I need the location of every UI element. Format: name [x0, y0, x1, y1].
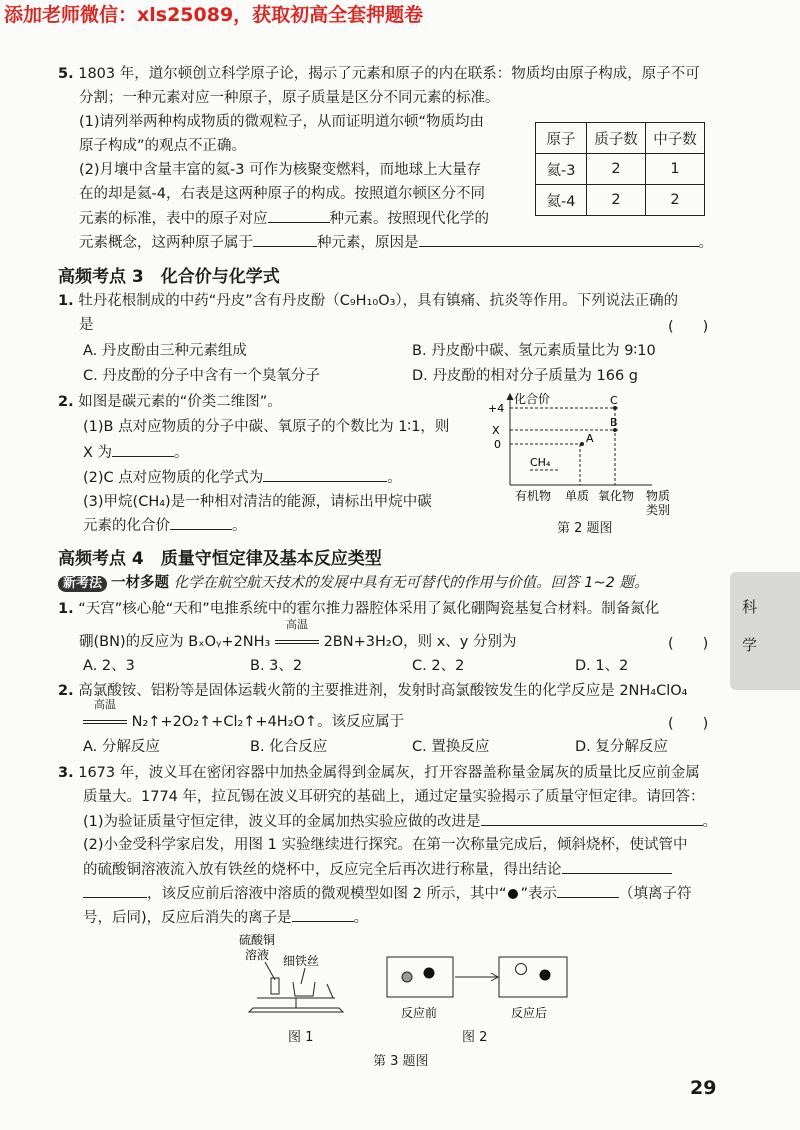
- chart-point-a: [580, 442, 584, 446]
- reaction-condition: [83, 698, 127, 732]
- q5-line-7: [79, 208, 489, 229]
- intro-bold: 一材多题: [111, 575, 170, 591]
- atom-table-header-cell: 原子: [536, 123, 587, 154]
- white-ion-icon: [516, 964, 527, 975]
- q32-figure-caption: 第 2 题图: [557, 521, 613, 536]
- atom-table: [535, 122, 705, 216]
- q5-line-4: 原子构成”的观点不正确。: [79, 138, 247, 154]
- fig1-label-3: 细铁丝: [283, 954, 320, 968]
- q31-option-c[interactable]: C. 丹皮酚的分子中含有一个臭氧分子: [83, 368, 320, 384]
- q43-number: 3.: [58, 765, 74, 781]
- q32-text-6a: 元素的化合价: [83, 518, 170, 534]
- chart-xlabel: 物质: [646, 489, 671, 503]
- before-box: [387, 957, 453, 997]
- fig2-before-label: 反应前: [401, 1006, 438, 1020]
- q43-text-3a: (1)为验证质量守恒定律，波义耳的金属加热实验应做的改进是: [83, 814, 481, 830]
- q43-text-7b: 。: [353, 910, 369, 926]
- condition-label: 高温: [285, 618, 308, 631]
- chart-xtick: 氧化物: [598, 489, 635, 503]
- side-tab-char-1: 科: [742, 598, 758, 616]
- q5-blank-3[interactable]: [419, 232, 699, 247]
- chart-ytick: X: [492, 424, 500, 437]
- q41-text-1: “天宫”核心舱“天和”电推系统中的霍尔推力器腔体采用了氮化硼陶瓷基复合材料。制备氮化: [78, 601, 660, 617]
- q5-text-8b: 种元素，原因是: [317, 235, 419, 251]
- q43-figure-caption: 第 3 题图: [373, 1054, 429, 1069]
- condition-label: 高温: [94, 698, 116, 711]
- chart-xlabel-2: 类别: [646, 503, 671, 517]
- q5-line-1: [58, 64, 700, 84]
- q31-text-1: 牡丹花根制成的中药“丹皮”含有丹皮酚（C₉H₁₀O₃），具有镇痛、抗炎等作用。下列说法正确的: [78, 293, 679, 309]
- section-4-title: 高频考点 4 质量守恒定律及基本反应类型: [58, 549, 382, 569]
- q32-line-3: [83, 442, 189, 463]
- q43-blank-5[interactable]: [292, 907, 354, 922]
- q43-line-2: 质量大。1774 年，拉瓦锡在波义耳研究的基础上，通过定量实验揭示了质量守恒定律。请回答：: [83, 789, 705, 805]
- q5-blank-2[interactable]: [253, 232, 317, 247]
- q5-line-5: (2)月壤中含量丰富的氦-3 可作为核聚变燃料，而地球上大量存: [79, 162, 482, 178]
- q43-blank-3[interactable]: [83, 883, 147, 898]
- chart-point-label: A: [586, 432, 594, 445]
- q31-option-a[interactable]: A. 丹皮酚由三种元素组成: [83, 343, 247, 359]
- q32-blank-x[interactable]: [112, 442, 174, 457]
- chart-point-label: C: [610, 394, 618, 407]
- reaction-condition: [275, 618, 319, 652]
- q42-text-1: 高氯酸铵、铝粉等是固体运载火箭的主要推进剂，发射时高氯酸铵发生的化学反应是 2NH₄ClO₄: [78, 683, 688, 699]
- q43-blank-2[interactable]: [562, 859, 672, 874]
- q5-line-6: 在的却是氦-4，右表是这两种原子的构成。按照道尔顿区分不同: [79, 186, 485, 202]
- fig1-label-1: 硫酸铜: [239, 933, 276, 947]
- q32-text-6b: 。: [232, 518, 247, 534]
- q42-option-b[interactable]: B. 化合反应: [250, 739, 328, 755]
- q42-option-a[interactable]: A. 分解反应: [83, 739, 160, 755]
- atom-table-row: [536, 154, 705, 185]
- q41-text-2a: 硼(BN)的反应为 BₓOᵧ+2NH₃: [79, 634, 271, 650]
- grey-ion-icon: [402, 972, 412, 982]
- intro-line: [58, 573, 648, 593]
- q43-line-1: [58, 763, 700, 783]
- atom-table-cell: 氦-4: [536, 185, 587, 216]
- q32-number: 2.: [58, 394, 74, 410]
- q42-option-d[interactable]: D. 复分解反应: [575, 739, 668, 755]
- after-box: [499, 957, 567, 997]
- q43-text-5: 的硫酸铜溶液流入放有铁丝的烧杯中，反应完全后再次进行称量，得出结论: [83, 862, 562, 878]
- q31-option-b[interactable]: B. 丹皮酚中碳、氢元素质量比为 9∶10: [412, 343, 656, 359]
- q42-text-2: N₂↑+2O₂↑+Cl₂↑+4H₂O↑。该反应属于: [131, 714, 405, 730]
- q32-line-6: [83, 515, 247, 536]
- q43-text-1: 1673 年，波义耳在密闭容器中加热金属得到金属灰，打开容器盖称量金属灰的质量比反应前金属: [78, 765, 700, 781]
- q41-line-2: [79, 618, 517, 652]
- q42-number: 2.: [58, 683, 74, 699]
- side-tab-char-2: 学: [742, 636, 758, 654]
- q43-text-6c: （填离子符: [618, 886, 692, 902]
- atom-table-cell: 1: [646, 154, 705, 185]
- q41-option-b[interactable]: B. 3、2: [250, 658, 303, 674]
- q31-line-1: [58, 291, 678, 311]
- q42-option-c[interactable]: C. 置换反应: [412, 739, 490, 755]
- chart-point-label: B: [610, 416, 618, 429]
- q31-option-d[interactable]: D. 丹皮酚的相对分子质量为 166 g: [412, 368, 638, 384]
- atom-table-cell: 2: [587, 154, 646, 185]
- q41-text-2b: 2BN+3H₂O，则 x、y 分别为: [323, 634, 517, 650]
- chart-xtick: 单质: [565, 489, 590, 503]
- q43-text-3b: 。: [702, 814, 718, 830]
- q32-line-4: [83, 467, 402, 488]
- fig2-caption: 图 2: [462, 1030, 488, 1045]
- q43-text-6a: ，该反应前后溶液中溶质的微观模型如图 2 所示，其中“: [147, 886, 507, 902]
- q43-line-3: [83, 811, 717, 832]
- fig1-label-2: 溶液: [245, 948, 270, 962]
- q5-text-8a: 元素概念，这两种原子属于: [79, 235, 253, 251]
- black-dot-icon: [508, 889, 518, 899]
- q5-number: 5.: [58, 66, 74, 82]
- q42-line-2: [83, 698, 405, 732]
- q32-text-1: 如图是碳元素的“价类二维图”。: [78, 394, 282, 410]
- balance-figure: [235, 932, 365, 1022]
- q43-line-5: [83, 859, 672, 880]
- q43-text-7a: 号，后同)，反应后消失的离子是: [83, 910, 292, 926]
- atom-table-cell: 氦-3: [536, 154, 587, 185]
- q32-text-3a: X 为: [83, 445, 113, 461]
- chart-ytick: 0: [494, 438, 501, 451]
- q43-line-4: (2)小金受科学家启发，用图 1 实验继续进行探究。在第一次称量完成后，倾斜烧杯，使试管中: [83, 837, 688, 853]
- q31-answer-paren[interactable]: ( ): [668, 319, 709, 335]
- q31-line-2: 是: [79, 317, 94, 333]
- equals-sign: [83, 720, 127, 724]
- new-method-tag: 新考法: [58, 576, 107, 592]
- q5-blank-1[interactable]: [268, 208, 330, 223]
- q41-option-c[interactable]: C. 2、2: [412, 658, 465, 674]
- q42-answer-paren[interactable]: ( ): [668, 716, 709, 732]
- q32-text-3b: 。: [174, 445, 189, 461]
- q32-text-4a: (2)C 点对应物质的化学式为: [83, 470, 264, 486]
- q32-line-1: [58, 392, 282, 412]
- q5-line-2: 分割；一种元素对应一种原子，原子质量是区分不同元素的标准。: [79, 90, 500, 106]
- fig2-after-label: 反应后: [511, 1006, 548, 1020]
- atom-table-header: [536, 123, 705, 154]
- q32-blank-c[interactable]: [263, 467, 387, 482]
- q32-line-5: (3)甲烷(CH₄)是一种相对清洁的能源，请标出甲烷中碳: [83, 494, 432, 510]
- reaction-model-figure: [385, 955, 585, 1027]
- chart-axes: [507, 394, 652, 485]
- q43-line-6: [83, 883, 691, 904]
- atom-table-header-cell: 中子数: [646, 123, 705, 154]
- q32-text-4b: 。: [387, 470, 402, 486]
- atom-table-row: [536, 185, 705, 216]
- q5-text-7b: 种元素。按照现代化学的: [329, 211, 489, 227]
- intro-text: 化学在航空航天技术的发展中具有无可替代的作用与价值。回答 1~2 题。: [173, 575, 649, 591]
- section-3-title: 高频考点 3 化合价与化学式: [58, 267, 280, 287]
- q32-line-2: (1)B 点对应物质的分子中碳、氧原子的个数比为 1∶1，则: [83, 419, 450, 435]
- wechat-banner: 添加老师微信：xls25089，获取初高全套押题卷: [4, 4, 424, 26]
- q31-number: 1.: [58, 293, 74, 309]
- q43-line-7: [83, 907, 368, 928]
- fig1-caption: 图 1: [288, 1030, 314, 1045]
- q41-line-1: [58, 599, 659, 619]
- q41-option-a[interactable]: A. 2、3: [83, 658, 135, 674]
- q5-text-7a: 元素的标准，表中的原子对应: [79, 211, 268, 227]
- q41-number: 1.: [58, 601, 74, 617]
- chart-ylabel: 化合价: [514, 392, 551, 406]
- atom-table-header-cell: 质子数: [587, 123, 646, 154]
- chart-xtick: 有机物: [515, 489, 552, 503]
- valence-class-chart: [470, 390, 700, 530]
- atom-table-cell: 2: [587, 185, 646, 216]
- q43-blank-1[interactable]: [481, 811, 703, 826]
- q43-blank-4[interactable]: [557, 883, 619, 898]
- black-ion-icon: [424, 968, 435, 979]
- balance-drawing: [249, 962, 343, 1012]
- q5-text-1: 1803 年，道尔顿创立科学原子论，揭示了元素和原子的内在联系：物质均由原子构成，原子不可: [78, 66, 700, 82]
- chart-ytick: +4: [488, 402, 505, 415]
- q32-blank-valence[interactable]: [170, 515, 232, 530]
- subject-side-tab: [730, 572, 800, 690]
- q43-text-6b: ”表示: [520, 886, 557, 902]
- equals-sign: [275, 640, 319, 644]
- chart-point-label: CH₄: [530, 456, 551, 469]
- atom-table-cell: 2: [646, 185, 705, 216]
- q42-line-1: [58, 681, 688, 701]
- q5-text-8c: 。: [698, 235, 713, 251]
- q5-line-3: (1)请列举两种构成物质的微观粒子，从而证明道尔顿“物质均由: [79, 114, 485, 130]
- q41-answer-paren[interactable]: ( ): [668, 636, 709, 652]
- page-number: 29: [690, 1077, 717, 1099]
- q5-line-8: [79, 232, 713, 253]
- q41-option-d[interactable]: D. 1、2: [575, 658, 629, 674]
- black-ion-icon: [540, 970, 551, 981]
